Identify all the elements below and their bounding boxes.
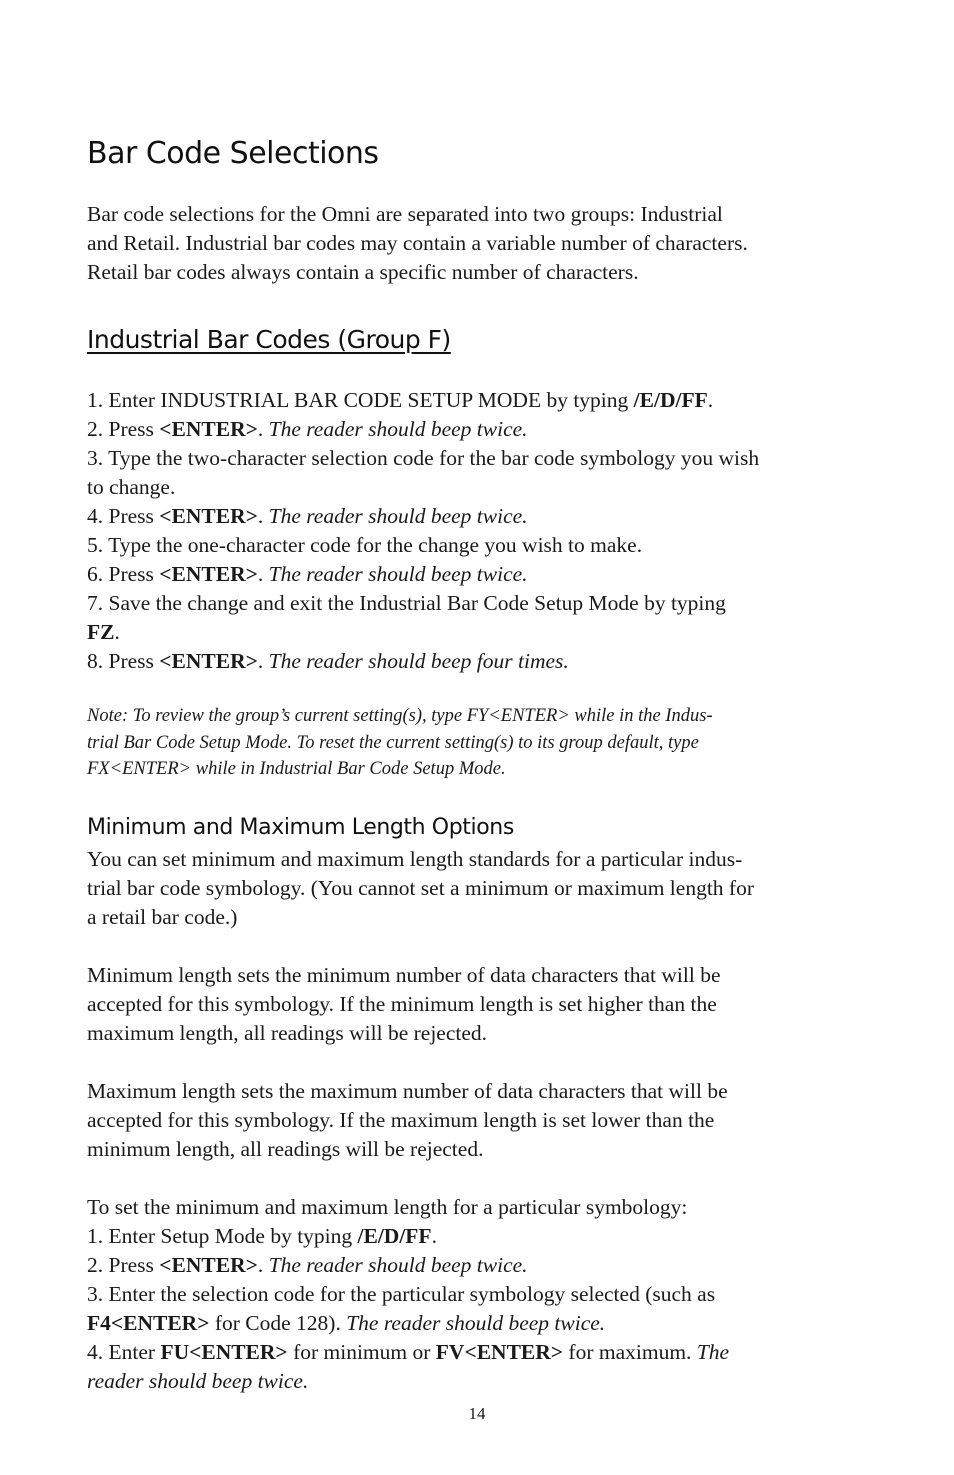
- note-line: FX<ENTER> while in Industrial Bar Code Setup Mode.: [87, 759, 506, 779]
- maximum-line: minimum length, all readings will be rejected.: [87, 1137, 484, 1161]
- page-title: Bar Code Selections: [87, 136, 379, 171]
- step-7: 7. Save the change and exit the Industrial Bar Code Setup Mode by typing: [87, 591, 726, 615]
- step-8: 8. Press <ENTER>. The reader should beep four times.: [87, 649, 569, 673]
- note-paragraph: [87, 703, 827, 783]
- note-line: Note: To review the group’s current setting(s), type FY<ENTER> while in the Indus-: [87, 706, 713, 726]
- length-step-1: 1. Enter Setup Mode by typing /E/D/FF.: [87, 1224, 437, 1248]
- intro-line: and Retail. Industrial bar codes may contain a variable number of characters.: [87, 231, 748, 255]
- maximum-length-paragraph: [87, 1077, 857, 1164]
- step-1: 1. Enter INDUSTRIAL BAR CODE SETUP MODE by typing /E/D/FF.: [87, 388, 714, 412]
- step-2: 2. Press <ENTER>. The reader should beep twice.: [87, 417, 528, 441]
- minimum-line: maximum length, all readings will be rejected.: [87, 1021, 488, 1045]
- length-intro-line: trial bar code symbology. (You cannot set a minimum or maximum length for: [87, 876, 754, 900]
- length-intro-line: a retail bar code.): [87, 905, 238, 929]
- length-intro-line: You can set minimum and maximum length standards for a particular indus-: [87, 847, 743, 871]
- length-steps-list: [87, 1193, 857, 1396]
- step-5: 5. Type the one-character code for the change you wish to make.: [87, 533, 643, 557]
- industrial-steps-list: [87, 386, 857, 676]
- minimum-line: Minimum length sets the minimum number of data characters that will be: [87, 963, 721, 987]
- intro-paragraph: [87, 200, 857, 287]
- minimum-length-paragraph: [87, 961, 857, 1048]
- length-intro-paragraph: [87, 845, 857, 932]
- maximum-line: accepted for this symbology. If the maximum length is set lower than the: [87, 1108, 715, 1132]
- subsection-heading-length: Minimum and Maximum Length Options: [87, 815, 514, 840]
- intro-line: Bar code selections for the Omni are separated into two groups: Industrial: [87, 202, 723, 226]
- step-4: 4. Press <ENTER>. The reader should beep twice.: [87, 504, 528, 528]
- step-3-continued: to change.: [87, 475, 176, 499]
- step-3: 3. Type the two-character selection code for the bar code symbology you wish: [87, 446, 760, 470]
- page-number: 14: [468, 1404, 486, 1423]
- step-6: 6. Press <ENTER>. The reader should beep twice.: [87, 562, 528, 586]
- maximum-line: Maximum length sets the maximum number of data characters that will be: [87, 1079, 728, 1103]
- length-step-2: 2. Press <ENTER>. The reader should beep twice.: [87, 1253, 528, 1277]
- intro-line: Retail bar codes always contain a specific number of characters.: [87, 260, 639, 284]
- length-step-4: 4. Enter FU<ENTER> for minimum or FV<ENTER> for maximum. The: [87, 1340, 730, 1364]
- section-heading-industrial: Industrial Bar Codes (Group F): [87, 325, 451, 354]
- length-step-3-continued: F4<ENTER> for Code 128). The reader should beep twice.: [87, 1311, 606, 1335]
- step-7-continued: FZ.: [87, 620, 120, 644]
- note-line: trial Bar Code Setup Mode. To reset the current setting(s) to its group default, type: [87, 732, 699, 753]
- length-step-3: 3. Enter the selection code for the particular symbology selected (such as: [87, 1282, 716, 1306]
- minimum-line: accepted for this symbology. If the minimum length is set higher than the: [87, 992, 717, 1016]
- length-step-4-continued: reader should beep twice.: [87, 1369, 309, 1393]
- length-steps-lead: To set the minimum and maximum length for a particular symbology:: [87, 1195, 688, 1219]
